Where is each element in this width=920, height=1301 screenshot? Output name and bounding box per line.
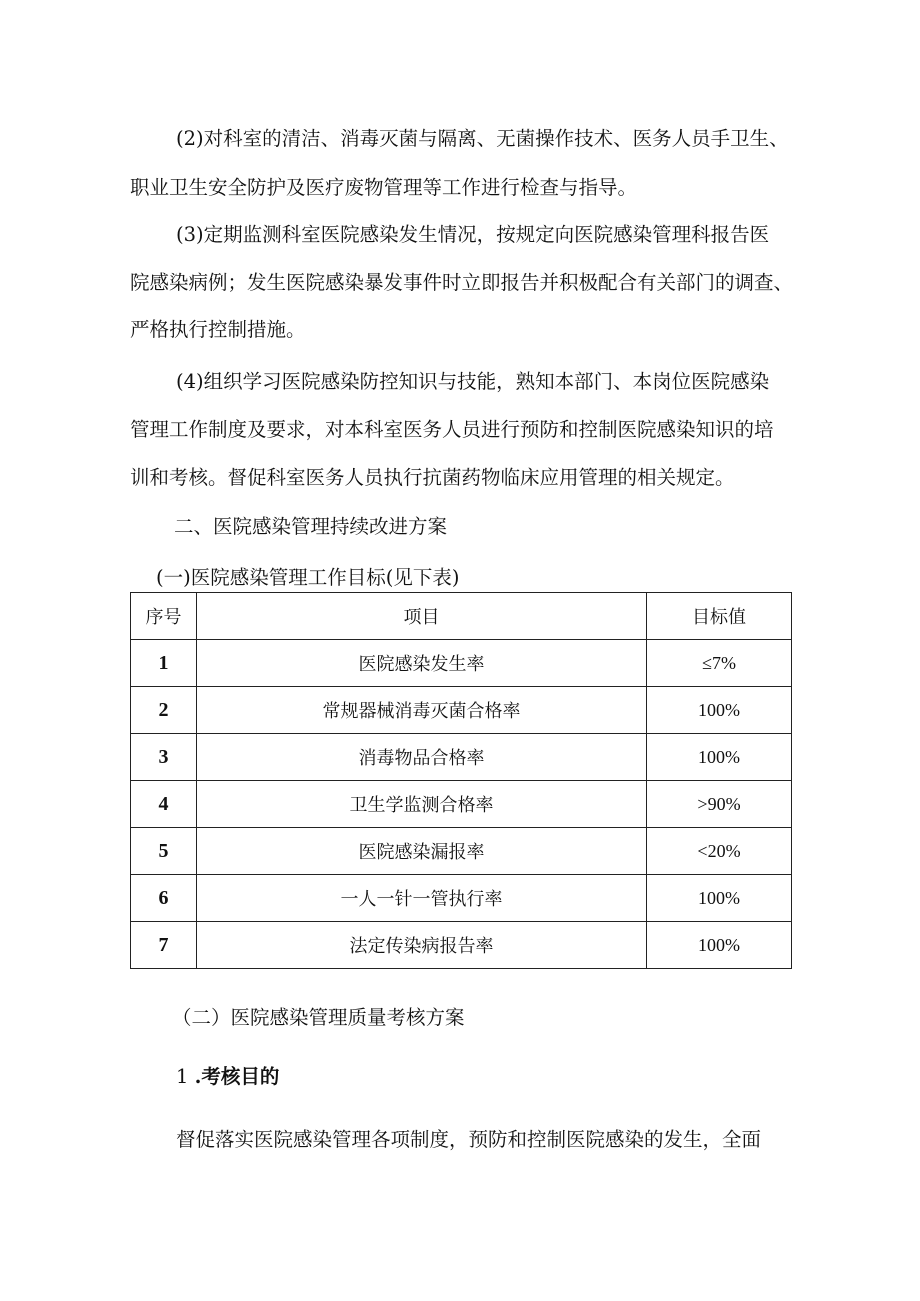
row-seq: 7 — [131, 922, 197, 969]
table-row — [131, 781, 792, 828]
row-target: <20% — [647, 828, 792, 875]
row-seq: 5 — [131, 828, 197, 875]
item-one-heading — [176, 1063, 279, 1091]
row-item: 一人一针一管执行率 — [197, 875, 647, 922]
row-item: 医院感染漏报率 — [197, 828, 647, 875]
paragraph-3-line-3: 严格执行控制措施。 — [130, 318, 306, 341]
paragraph-2-line-1: (2)对科室的清洁、消毒灭菌与隔离、无菌操作技术、医务人员手卫生、 — [176, 127, 789, 150]
row-target: 100% — [647, 687, 792, 734]
table-row — [131, 875, 792, 922]
row-target: 100% — [647, 922, 792, 969]
item-one-title: .考核目的 — [194, 1065, 280, 1088]
header-item: 项目 — [197, 593, 647, 640]
row-item: 法定传染病报告率 — [197, 922, 647, 969]
paragraph-4-line-1: (4)组织学习医院感染防控知识与技能，熟知本部门、本岗位医院感染 — [176, 370, 770, 393]
paragraph-4-line-3: 训和考核。督促科室医务人员执行抗菌药物临床应用管理的相关规定。 — [130, 466, 735, 489]
item-one-number: 1 — [176, 1065, 189, 1088]
subsection-two-heading: （二）医院感染管理质量考核方案 — [172, 1006, 465, 1029]
paragraph-2-line-2: 职业卫生安全防护及医疗废物管理等工作进行检查与指导。 — [130, 176, 638, 199]
row-item: 医院感染发生率 — [197, 640, 647, 687]
row-seq: 6 — [131, 875, 197, 922]
table-row — [131, 828, 792, 875]
paragraph-3-line-1: (3)定期监测科室医院感染发生情况，按规定向医院感染管理科报告医 — [176, 223, 770, 246]
row-target: ≤7% — [647, 640, 792, 687]
table-row — [131, 734, 792, 781]
row-item: 常规器械消毒灭菌合格率 — [197, 687, 647, 734]
table-header-row — [131, 593, 792, 640]
table-row — [131, 922, 792, 969]
row-target: 100% — [647, 875, 792, 922]
row-item: 消毒物品合格率 — [197, 734, 647, 781]
table-row — [131, 687, 792, 734]
header-seq: 序号 — [131, 593, 197, 640]
target-table — [130, 592, 792, 969]
paragraph-4-line-2: 管理工作制度及要求，对本科室医务人员进行预防和控制医院感染知识的培 — [130, 418, 774, 441]
paragraph-3-line-2: 院感染病例；发生医院感染暴发事件时立即报告并积极配合有关部门的调查、 — [130, 271, 794, 294]
row-item: 卫生学监测合格率 — [197, 781, 647, 828]
closing-paragraph: 督促落实医院感染管理各项制度，预防和控制医院感染的发生，全面 — [176, 1128, 762, 1151]
row-seq: 4 — [131, 781, 197, 828]
table-row — [131, 640, 792, 687]
section-two-heading: 二、医院感染管理持续改进方案 — [174, 515, 448, 538]
subsection-one-heading: (一)医院感染管理工作目标(见下表) — [156, 566, 460, 589]
row-seq: 3 — [131, 734, 197, 781]
row-target: 100% — [647, 734, 792, 781]
row-target: >90% — [647, 781, 792, 828]
header-target: 目标值 — [647, 593, 792, 640]
row-seq: 2 — [131, 687, 197, 734]
row-seq: 1 — [131, 640, 197, 687]
